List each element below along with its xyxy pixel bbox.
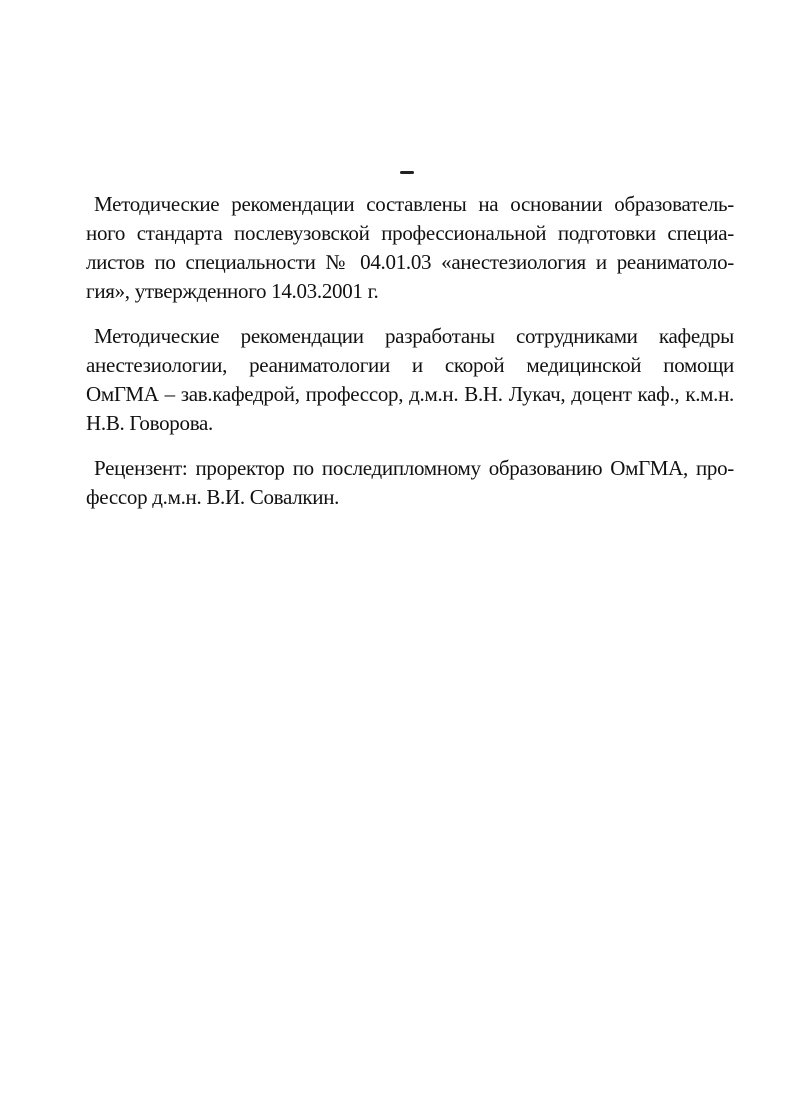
paragraph-line: анестезиологии, реаниматологии и скорой медицинской помощи [86,353,734,377]
scan-mark [400,171,414,174]
paragraph-line: Н.В. Говорова. [86,411,213,435]
paragraph-line: Рецензент: проректор по последипломному образованию ОмГМА, про- [94,456,734,480]
paragraph-developers [86,322,734,438]
paragraph-line: ного стандарта послевузовской профессиональной подготовки специа- [86,221,734,245]
paragraph-line: Методические рекомендации разработаны сотрудниками кафедры [94,324,734,348]
paragraph-line: фессор д.м.н. В.И. Совалкин. [86,485,340,509]
paragraph-standard-basis [86,190,734,306]
paragraph-line: листов по специальности № 04.01.03 «анестезиология и реаниматоло- [86,250,734,274]
paragraph-line: ОмГМА – зав.кафедрой, профессор, д.м.н. В.Н. Лукач, доцент каф., к.м.н. [86,382,734,406]
paragraph-line: Методические рекомендации составлены на основании образователь- [94,192,734,216]
paragraph-line: гия», утвержденного 14.03.2001 г. [86,279,379,303]
paragraph-reviewer [86,454,734,512]
